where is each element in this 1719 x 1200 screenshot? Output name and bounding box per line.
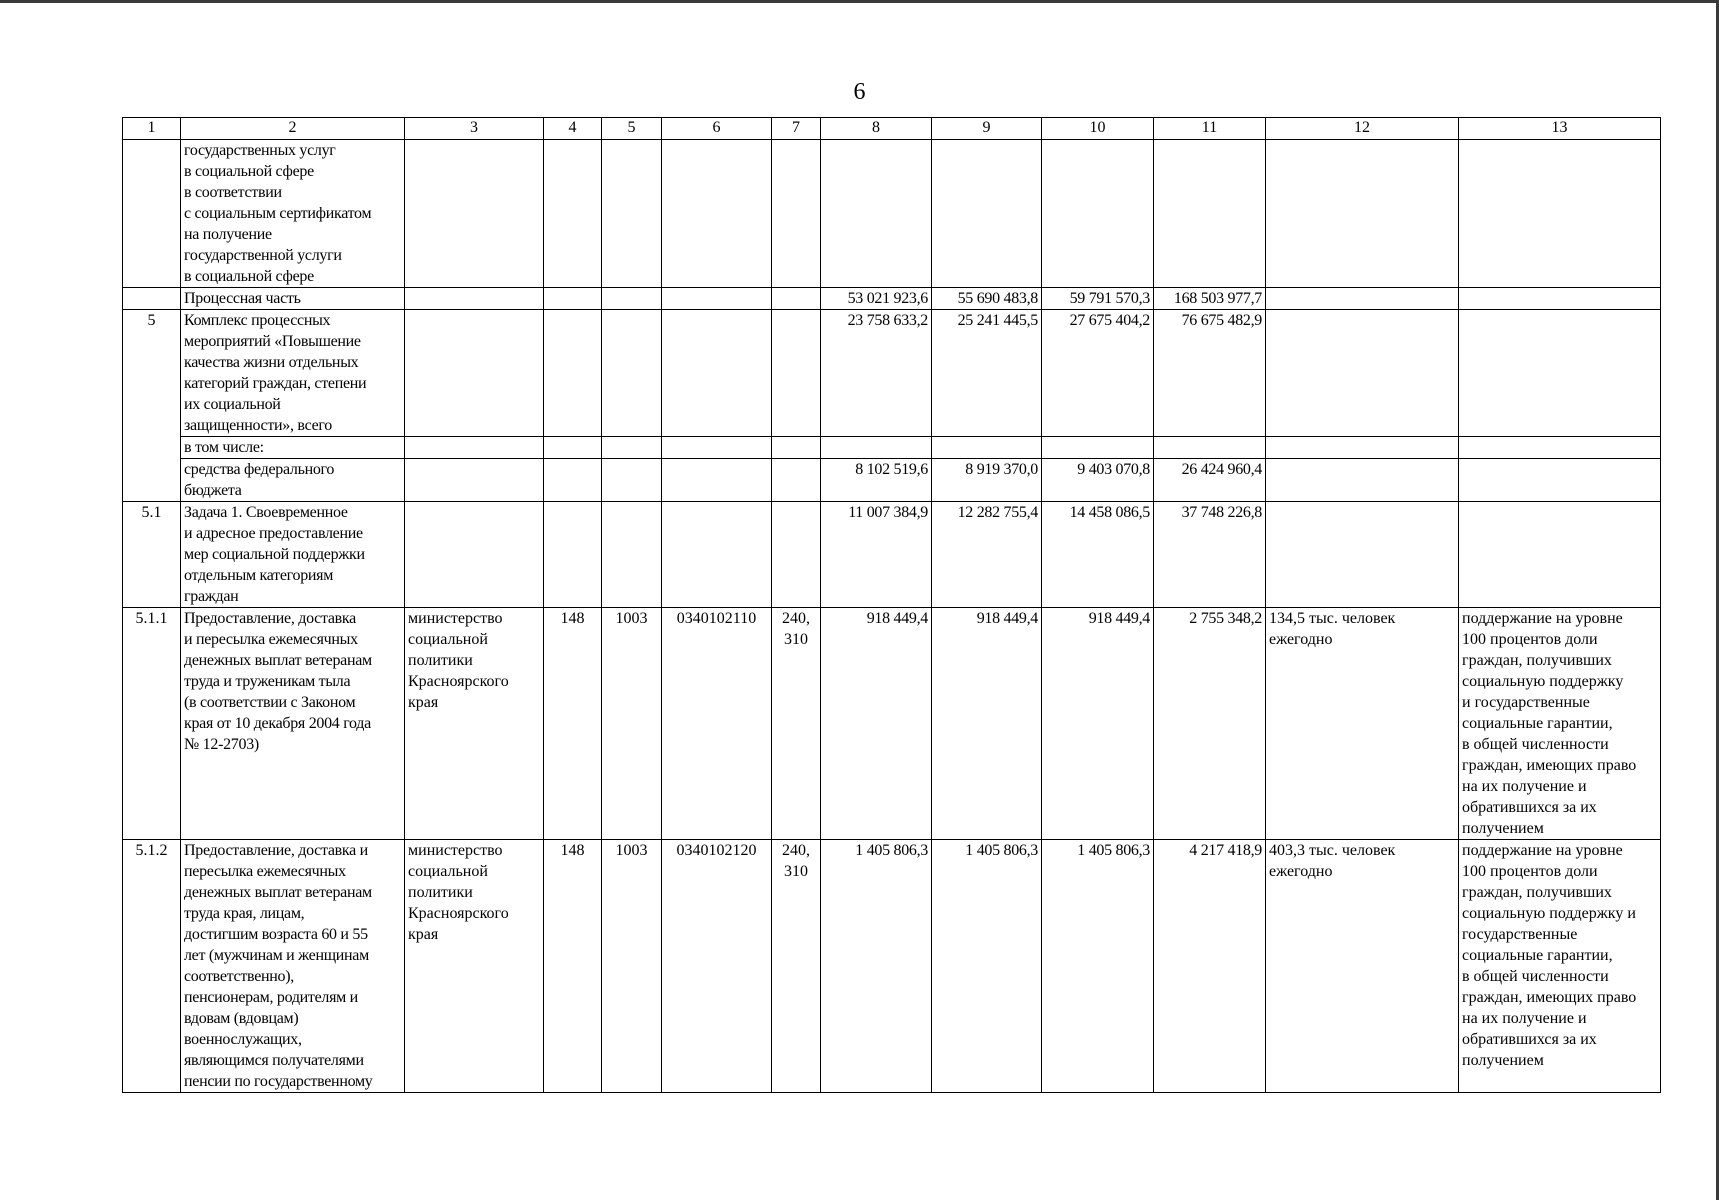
scan-edge-top xyxy=(0,0,1719,3)
amount-cell: 918 449,4 xyxy=(1042,608,1154,840)
table-row xyxy=(123,140,1661,288)
amount-cell: 23 758 633,2 xyxy=(821,310,932,437)
amount-cell: 9 403 070,8 xyxy=(1042,459,1154,502)
amount-cell: 168 503 977,7 xyxy=(1154,288,1266,310)
header-cell: 9 xyxy=(932,118,1042,140)
header-cell: 1 xyxy=(123,118,181,140)
amount-cell: 1 405 806,3 xyxy=(932,840,1042,1093)
amount-cell: 1 405 806,3 xyxy=(1042,840,1154,1093)
responsible-org: министерство социальной политики Красноярского края xyxy=(405,608,544,840)
item-name: Задача 1. Своевременное и адресное предоставление мер социальной поддержки отдельным категориям граждан xyxy=(181,502,405,608)
code-cell: 148 xyxy=(544,840,602,1093)
item-name: государственных услуг в социальной сфере в соответствии с социальным сертификатом на получение государственной услуги в социальной сфере xyxy=(181,140,405,288)
item-name: Процессная часть xyxy=(181,288,405,310)
budget-table xyxy=(122,117,1661,1093)
code-cell: 240, 310 xyxy=(772,608,821,840)
amount-cell: 27 675 404,2 xyxy=(1042,310,1154,437)
header-row xyxy=(123,118,1661,140)
indicator-cell: поддержание на уровне 100 процентов доли граждан, получивших социальную поддержку и государственные социальные гарантии, в общей численности граждан, имеющих право на их получение и обратившихся за их получением xyxy=(1459,840,1661,1093)
table-row xyxy=(123,459,1661,502)
table-row xyxy=(123,437,1661,459)
header-cell: 6 xyxy=(662,118,772,140)
amount-cell: 12 282 755,4 xyxy=(932,502,1042,608)
header-cell: 7 xyxy=(772,118,821,140)
amount-cell: 11 007 384,9 xyxy=(821,502,932,608)
header-cell: 2 xyxy=(181,118,405,140)
amount-cell: 14 458 086,5 xyxy=(1042,502,1154,608)
amount-cell: 55 690 483,8 xyxy=(932,288,1042,310)
amount-cell: 26 424 960,4 xyxy=(1154,459,1266,502)
header-cell: 8 xyxy=(821,118,932,140)
result-cell: 134,5 тыс. человек ежегодно xyxy=(1266,608,1459,840)
item-name: в том числе: xyxy=(181,437,405,459)
amount-cell: 918 449,4 xyxy=(821,608,932,840)
amount-cell: 59 791 570,3 xyxy=(1042,288,1154,310)
row-number: 5.1.2 xyxy=(123,840,181,1093)
code-cell: 0340102110 xyxy=(662,608,772,840)
table-row xyxy=(123,608,1661,840)
table-row xyxy=(123,502,1661,608)
item-name: средства федерального бюджета xyxy=(181,459,405,502)
header-cell: 11 xyxy=(1154,118,1266,140)
amount-cell: 76 675 482,9 xyxy=(1154,310,1266,437)
amount-cell: 53 021 923,6 xyxy=(821,288,932,310)
item-name: Предоставление, доставка и пересылка ежемесячных денежных выплат ветеранам труда и труженикам тыла (в соответствии с Законом края от 10 декабря 2004 года № 12-2703) xyxy=(181,608,405,840)
table-row xyxy=(123,840,1661,1093)
header-cell: 13 xyxy=(1459,118,1661,140)
header-cell: 3 xyxy=(405,118,544,140)
header-cell: 5 xyxy=(602,118,662,140)
amount-cell: 25 241 445,5 xyxy=(932,310,1042,437)
table-row xyxy=(123,288,1661,310)
indicator-cell: поддержание на уровне 100 процентов доли граждан, получивших социальную поддержку и государственные социальные гарантии, в общей численности граждан, имеющих право на их получение и обратившихся за их получением xyxy=(1459,608,1661,840)
row-number: 5 xyxy=(123,310,181,502)
amount-cell: 2 755 348,2 xyxy=(1154,608,1266,840)
code-cell: 1003 xyxy=(602,608,662,840)
item-name: Предоставление, доставка и пересылка ежемесячных денежных выплат ветеранам труда края, лицам, достигшим возраста 60 и 55 лет (мужчинам и женщинам соответственно), пенсионерам, родителям и вдовам (вдовцам) военнослужащих, являющимся получателями пенсии по государственному xyxy=(181,840,405,1093)
header-cell: 12 xyxy=(1266,118,1459,140)
header-cell: 4 xyxy=(544,118,602,140)
table-row xyxy=(123,310,1661,437)
code-cell: 240, 310 xyxy=(772,840,821,1093)
amount-cell: 1 405 806,3 xyxy=(821,840,932,1093)
row-number: 5.1 xyxy=(123,502,181,608)
header-cell: 10 xyxy=(1042,118,1154,140)
item-name: Комплекс процессных мероприятий «Повышение качества жизни отдельных категорий граждан, степени их социальной защищенности», всего xyxy=(181,310,405,437)
amount-cell: 8 919 370,0 xyxy=(932,459,1042,502)
responsible-org: министерство социальной политики Красноярского края xyxy=(405,840,544,1093)
amount-cell: 918 449,4 xyxy=(932,608,1042,840)
result-cell: 403,3 тыс. человек ежегодно xyxy=(1266,840,1459,1093)
code-cell: 0340102120 xyxy=(662,840,772,1093)
amount-cell: 4 217 418,9 xyxy=(1154,840,1266,1093)
row-number: 5.1.1 xyxy=(123,608,181,840)
amount-cell: 8 102 519,6 xyxy=(821,459,932,502)
page-number: 6 xyxy=(853,79,866,105)
code-cell: 148 xyxy=(544,608,602,840)
code-cell: 1003 xyxy=(602,840,662,1093)
amount-cell: 37 748 226,8 xyxy=(1154,502,1266,608)
